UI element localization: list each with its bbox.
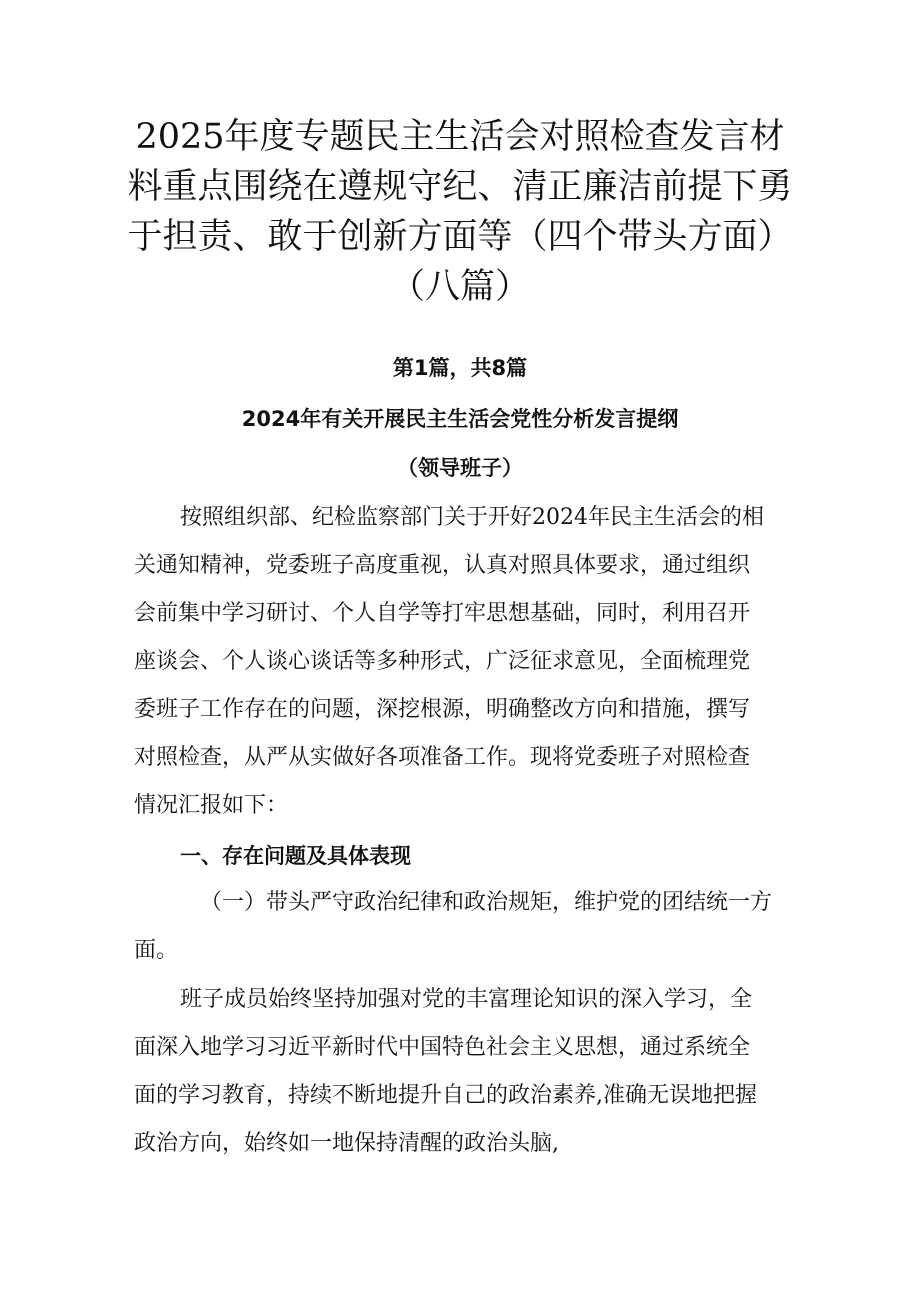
body-line-4: 政治方向，始终如一地保持清醒的政治头脑, (134, 1131, 559, 1156)
section-heading: 一、存在问题及具体表现 (180, 844, 411, 868)
body-line-2: 面深入地学习习近平新时代中国特色社会主义思想，通过系统全 (134, 1035, 751, 1060)
title-line-3: 于担责、敢于创新方面等（四个带头方面） (127, 217, 793, 257)
intro-line-3: 会前集中学习研讨、个人自学等打牢思想基础，同时，利用召开 (134, 601, 751, 626)
intro-line-1: 按照组织部、纪检监察部门关于开好2024年民主生活会的相 (180, 505, 764, 530)
document-title (120, 112, 800, 312)
document-subtitle-sub: （领导班子） (397, 456, 523, 480)
intro-line-6: 对照检查，从严从实做好各项准备工作。现将党委班子对照检查 (134, 745, 751, 770)
body-line-1: 班子成员始终坚持加强对党的丰富理论知识的深入学习，全 (180, 987, 753, 1012)
title-line-2: 料重点围绕在遵规守纪、清正廉洁前提下勇 (127, 167, 793, 207)
subsection-line-1: （一）带头严守政治纪律和政治规矩，维护党的团结统一方 (200, 890, 773, 915)
intro-line-5: 委班子工作存在的问题，深挖根源，明确整改方向和措施，撰写 (134, 697, 751, 722)
intro-line-2: 关通知精神，党委班子高度重视，认真对照具体要求，通过组织 (134, 553, 751, 578)
title-line-1: 2025年度专题民主生活会对照检查发言材 (135, 117, 785, 157)
title-line-4: （八篇） (389, 267, 530, 307)
intro-line-4: 座谈会、个人谈心谈话等多种形式，广泛征求意见，全面梳理党 (134, 649, 751, 674)
subsection-line-2: 面。 (134, 938, 179, 963)
body-line-3: 面的学习教育，持续不断地提升自己的政治素养,准确无误地把握 (134, 1083, 757, 1108)
document-subtitle: 2024年有关开展民主生活会党性分析发言提纲 (241, 407, 679, 431)
intro-line-7: 情况汇报如下： (134, 793, 289, 818)
chapter-label: 第1篇，共8篇 (392, 356, 528, 380)
